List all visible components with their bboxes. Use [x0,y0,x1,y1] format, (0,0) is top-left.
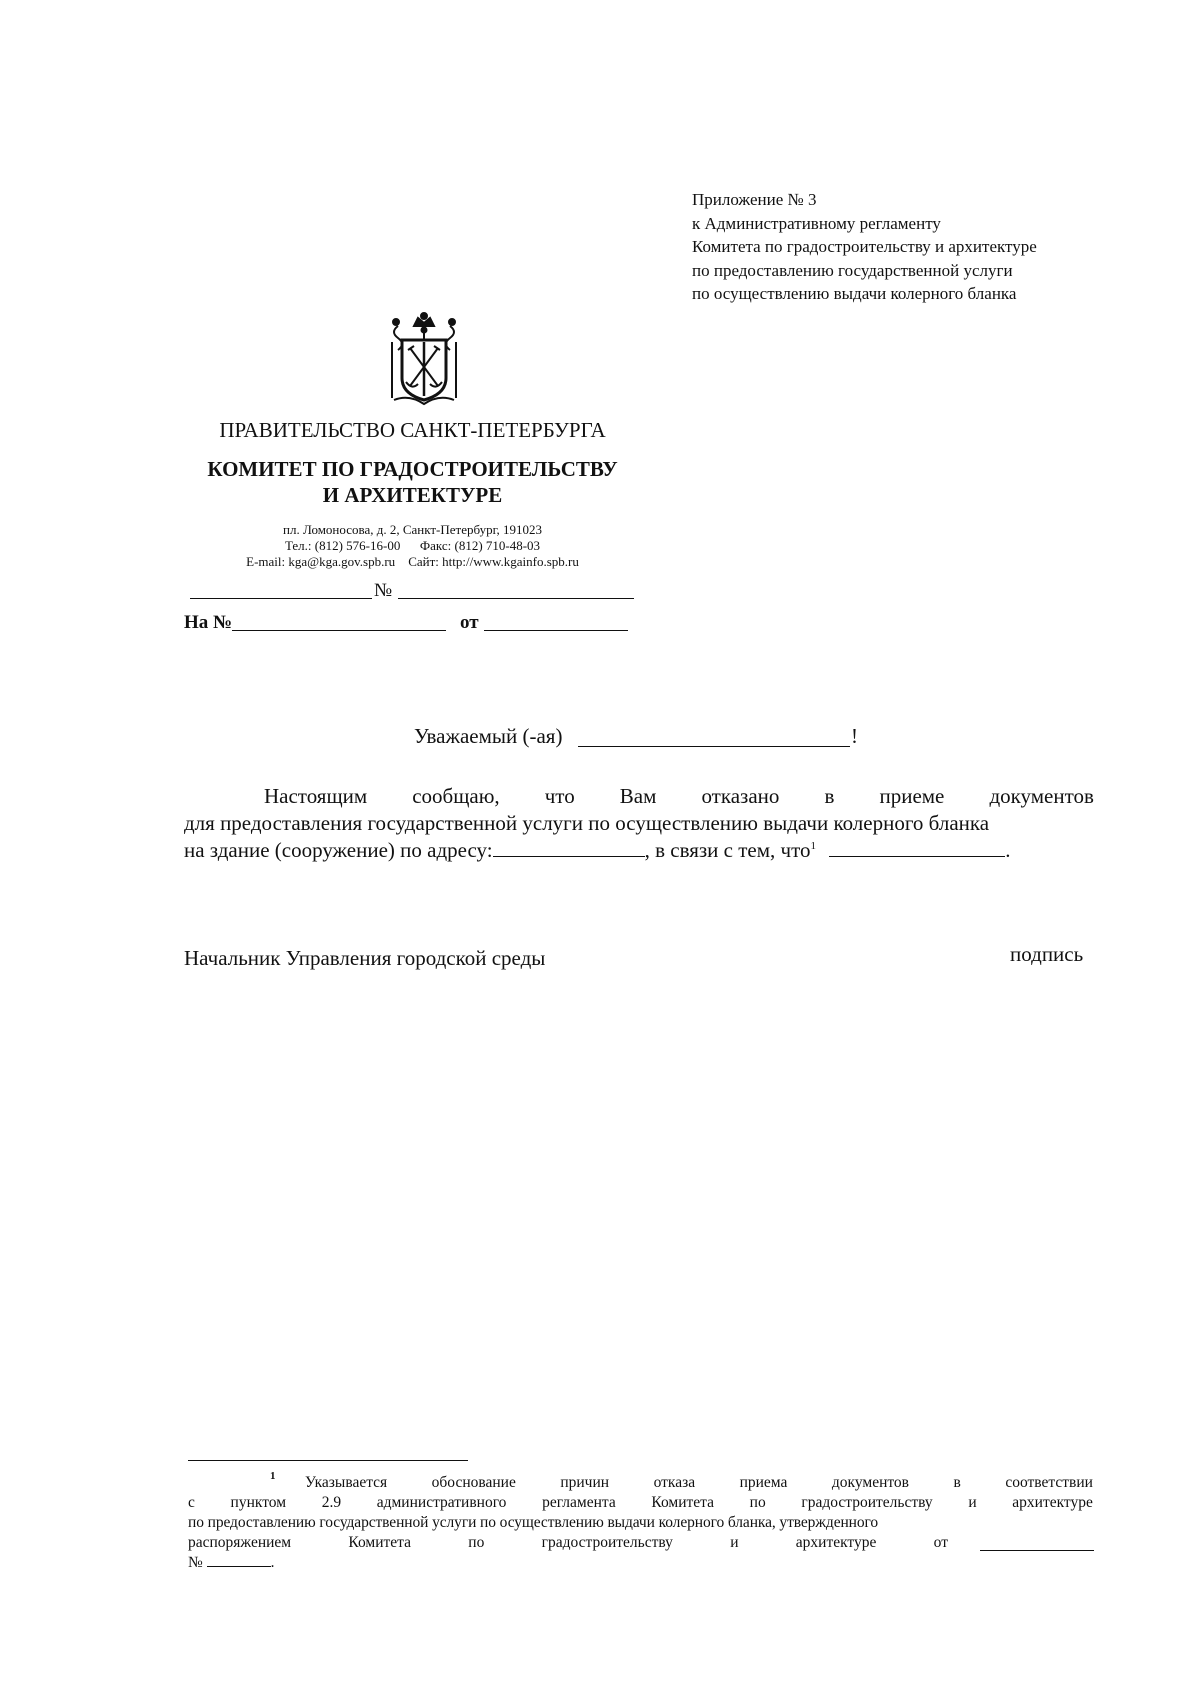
reason-label: , в связи с тем, что [644,838,811,862]
word: причин [560,1474,610,1491]
footnote-end: . [270,1554,275,1571]
fax: Факс: (812) 710-48-03 [419,538,541,553]
outgoing-date-line [190,598,372,599]
footnote-ref: 1 [810,840,816,852]
word: в [953,1474,961,1491]
appendix-header [692,188,1037,306]
greeting: Уважаемый (-ая) [414,724,563,748]
appendix-line: Комитета по градостроительству и архитектуре [692,237,1037,256]
word: распоряжением [188,1534,292,1551]
from-label: от [460,612,479,633]
word: Комитета [348,1534,412,1551]
word: сообщаю, [412,784,500,808]
committee-title [180,456,645,508]
government-title: ПРАВИТЕЛЬСТВО САНКТ-ПЕТЕРБУРГА [219,418,606,442]
word: Вам [619,784,657,808]
word: по [749,1494,766,1511]
word: с [188,1494,195,1511]
word: и [730,1534,739,1551]
footnote-line-4 [188,1534,948,1552]
spb-coat-of-arms-icon [384,312,464,406]
paragraph-line-1 [264,784,1094,809]
footnote-line-1 [305,1474,1093,1492]
word: документов [989,784,1094,808]
email: E-mail: kga@kga.gov.spb.ru [246,554,396,569]
word: приема [739,1474,788,1491]
incoming-number-line [232,630,446,631]
outgoing-number-line [398,598,634,599]
appendix-line: по осуществлению выдачи колерного бланка [692,284,1017,303]
footnote-line-2 [188,1494,1093,1512]
word: регламента [542,1494,616,1511]
word: градостроительству [801,1494,933,1511]
word: что [544,784,575,808]
word: и [968,1494,977,1511]
decree-date-line [980,1550,1094,1551]
word: 2.9 [321,1494,342,1511]
on-number-label: На № [184,612,233,633]
paragraph-line-3 [184,838,1010,863]
word: документов [831,1474,910,1491]
word: пунктом [230,1494,287,1511]
postal-address: пл. Ломоносова, д. 2, Санкт-Петербург, 191023 [283,522,542,537]
word: административного [376,1494,507,1511]
address-blank [493,856,645,857]
addressee-line [578,746,850,747]
reason-blank [829,856,1005,857]
footnote-separator [188,1460,468,1461]
sentence-end: . [1005,838,1011,862]
word: отказа [653,1474,696,1491]
footnote-line-3: по предоставлению государственной услуги по осуществлению выдачи колерного бланка, утвержденного [188,1514,879,1531]
email-site-line [180,554,645,570]
committee-title-line: И АРХИТЕКТУРЕ [322,483,503,507]
word: в [824,784,835,808]
appendix-line: по предоставлению государственной услуги [692,260,1013,280]
committee-title-line: КОМИТЕТ ПО ГРАДОСТРОИТЕЛЬСТВУ [207,457,618,481]
greeting-end: ! [851,724,858,748]
appendix-line: к Административному регламенту [692,213,941,233]
signature-placeholder: подпись [1010,942,1084,966]
word: соответствии [1005,1474,1093,1491]
word: градостроительству [541,1534,673,1551]
decree-number-blank [207,1566,271,1567]
word: обоснование [431,1474,516,1491]
word: приеме [879,784,945,808]
word: архитектуре [1012,1494,1093,1511]
incoming-date-line [484,630,628,631]
word: Настоящим [264,784,368,808]
phone-fax-line [180,538,645,554]
footnote-marker: 1 [270,1470,276,1482]
footnote-line-5 [188,1554,275,1572]
word: отказано [701,784,780,808]
paragraph-line-2: для предоставления государственной услуги по осуществлению выдачи колерного бланка [184,811,990,835]
word: Комитета [651,1494,714,1511]
contact-block [180,522,645,570]
word: от [933,1534,948,1551]
appendix-line: Приложение № 3 [692,190,817,209]
phone: Тел.: (812) 576-16-00 [284,538,401,553]
word: по [468,1534,485,1551]
number-sign: № [188,1554,203,1571]
word: архитектуре [795,1534,877,1551]
website: Сайт: http://www.kgainfo.spb.ru [408,554,579,569]
address-label: на здание (сооружение) по адресу: [184,838,493,862]
number-label: № [374,580,393,601]
signatory-title: Начальник Управления городской среды [184,946,546,970]
word: Указывается [305,1474,388,1491]
